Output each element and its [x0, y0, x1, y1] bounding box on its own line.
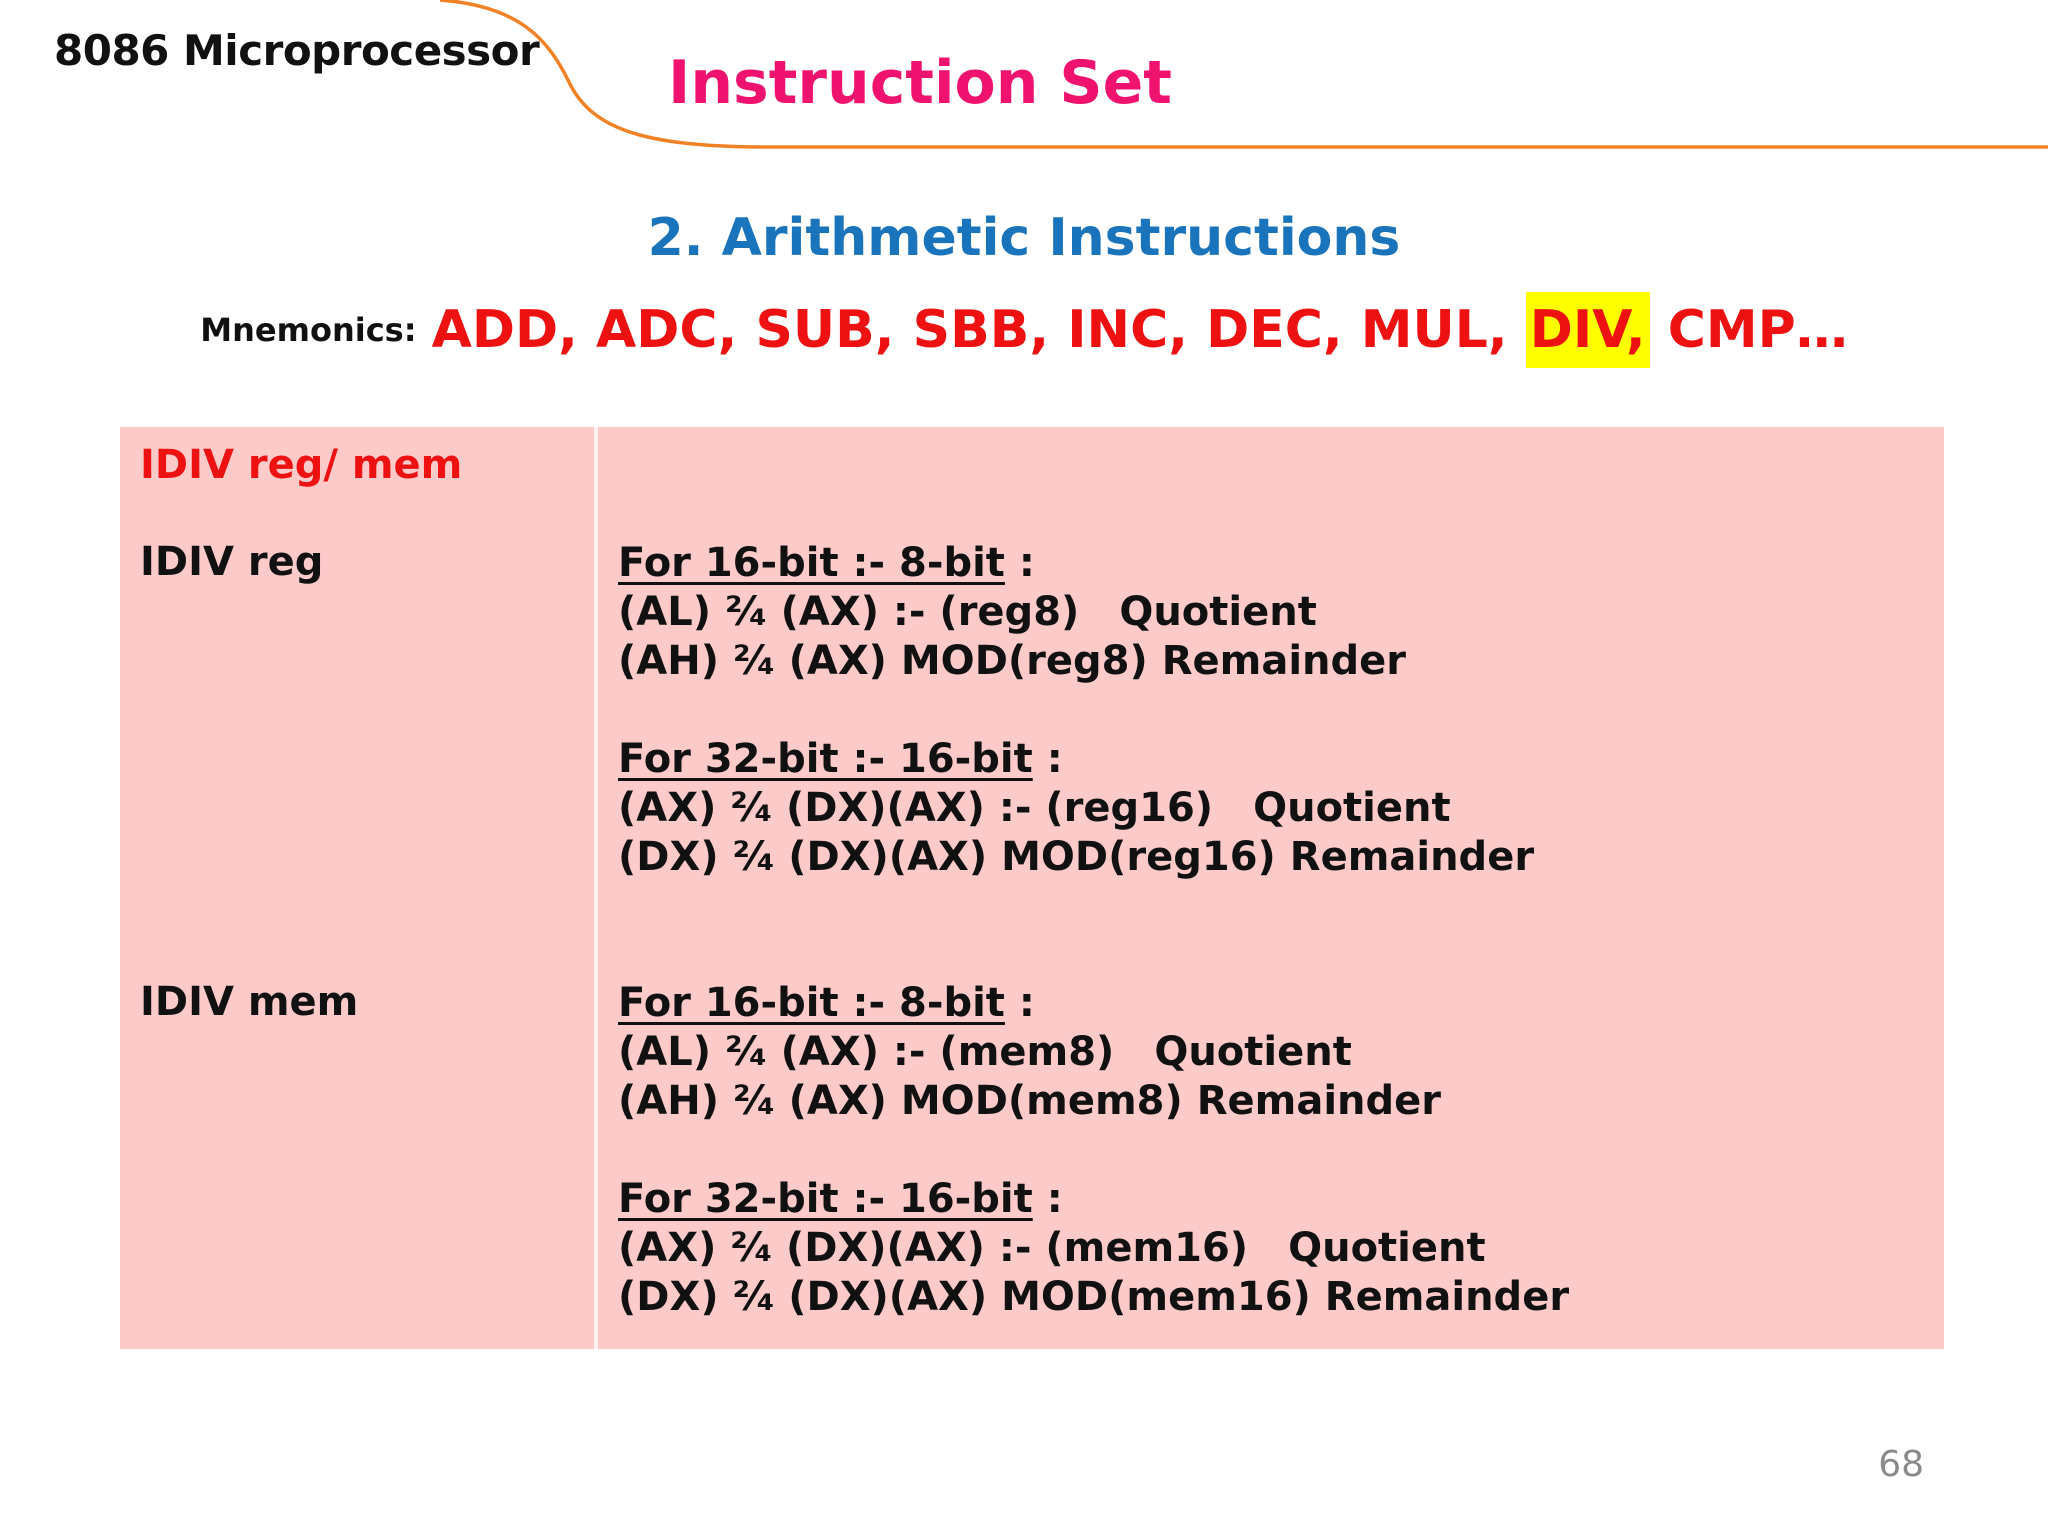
mnemonics-label: Mnemonics: — [200, 311, 417, 349]
operation-line: (AL) ²⁄₄ (AX) :- (mem8) Quotient — [618, 1029, 1352, 1075]
assign-symbol: ²⁄₄ — [730, 785, 773, 831]
assign-symbol: ²⁄₄ — [732, 638, 775, 684]
assign-symbol: ²⁄₄ — [730, 1225, 773, 1271]
page-number: 68 — [1878, 1444, 1924, 1485]
operation-line: (AX) ²⁄₄ (DX)(AX) :- (mem16) Quotient — [618, 1225, 1486, 1271]
table-heading: IDIV reg/ mem — [140, 442, 463, 488]
operation-group — [618, 979, 1441, 1126]
assign-symbol: ²⁄₄ — [732, 1078, 775, 1124]
mnemonics-before: ADD, ADC, SUB, SBB, INC, DEC, MUL, — [431, 300, 1508, 360]
group-heading: For 32-bit :- 16-bit : — [618, 736, 1063, 782]
operation-group — [618, 1175, 1569, 1322]
operation-line: (AX) ²⁄₄ (DX)(AX) :- (reg16) Quotient — [618, 785, 1451, 831]
operation-line: (AL) ²⁄₄ (AX) :- (reg8) Quotient — [618, 589, 1317, 635]
instruction-label: IDIV reg — [140, 539, 324, 585]
column-divider — [594, 427, 598, 1349]
slide-title: Instruction Set — [668, 48, 1172, 118]
operation-line: (AH) ²⁄₄ (AX) MOD(mem8) Remainder — [618, 1078, 1441, 1124]
instruction-label: IDIV mem — [140, 979, 359, 1025]
group-heading: For 16-bit :- 8-bit : — [618, 540, 1035, 586]
assign-symbol: ²⁄₄ — [724, 1029, 767, 1075]
operation-group — [618, 735, 1534, 882]
assign-symbol: ²⁄₄ — [732, 1274, 775, 1320]
group-heading: For 32-bit :- 16-bit : — [618, 1176, 1063, 1222]
assign-symbol: ²⁄₄ — [732, 834, 775, 880]
assign-symbol: ²⁄₄ — [724, 589, 767, 635]
course-title: 8086 Microprocessor — [54, 26, 540, 75]
instruction-table — [120, 427, 1944, 1349]
mnemonics-line — [0, 300, 2048, 360]
operation-line: (DX) ²⁄₄ (DX)(AX) MOD(mem16) Remainder — [618, 1274, 1570, 1320]
operation-line: (DX) ²⁄₄ (DX)(AX) MOD(reg16) Remainder — [618, 834, 1535, 880]
group-heading: For 16-bit :- 8-bit : — [618, 980, 1035, 1026]
operation-line: (AH) ²⁄₄ (AX) MOD(reg8) Remainder — [618, 638, 1406, 684]
mnemonics-list — [432, 300, 1848, 360]
mnemonics-after: CMP… — [1667, 300, 1848, 360]
section-title: 2. Arithmetic Instructions — [647, 208, 1401, 268]
mnemonic-highlighted: DIV, — [1526, 292, 1650, 368]
operation-group — [618, 539, 1406, 686]
